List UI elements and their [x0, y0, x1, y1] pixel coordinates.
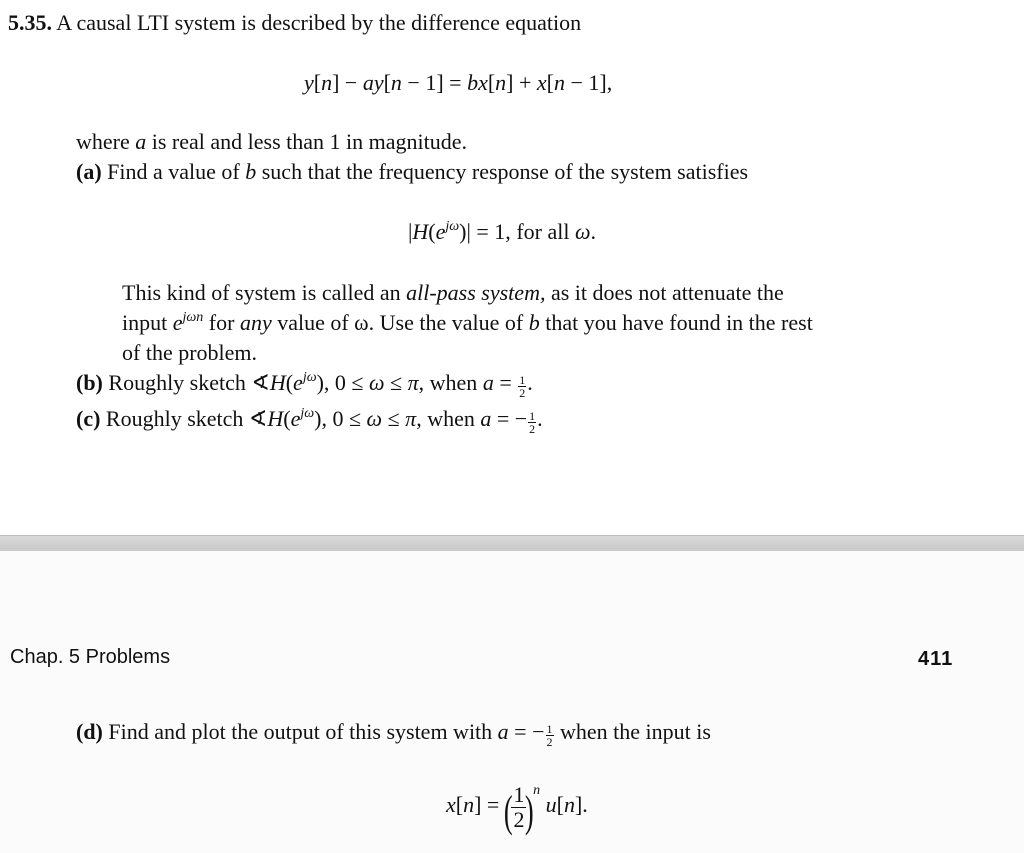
where-text: is real and less than 1 in magnitude. — [151, 129, 468, 154]
part-a-label: (a) — [76, 159, 102, 184]
part-b-text: Roughly sketch — [108, 370, 246, 395]
problem-number: 5.35. — [8, 10, 52, 35]
part-b-label: (b) — [76, 370, 103, 395]
part-d-text: Find and plot the output of this system with — [108, 719, 493, 744]
allpass-line1 — [122, 280, 784, 306]
part-a-text2: such that the frequency response of the system satisfies — [261, 159, 749, 184]
chapter-footer: Chap. 5 Problems — [10, 646, 171, 668]
page-number: 411 — [918, 648, 954, 670]
allpass-term: all-pass system, — [406, 280, 546, 305]
frac-half-c: $\frac{1}{2}$ — [529, 409, 536, 436]
allpass-line2-post: value of ω. Use the value of — [277, 310, 524, 335]
part-a-text: Find a value of — [107, 159, 240, 184]
part-c: (c) Roughly sketch $∢H(e^{j\omega})$, 0 ≤ ω ≤ π, when a = − $\frac{1}{2}$ . — [76, 406, 543, 436]
where-clause: where a is real and less than 1 in magnitude. — [76, 129, 468, 154]
frac-half-b: $\frac{1}{2}$ — [519, 373, 526, 400]
part-b: (b) Roughly sketch $∢H(e^{j\omega})$, 0 ≤ ω ≤ π, when a = $\frac{1}{2}$ . — [76, 370, 533, 400]
part-b-when: when — [429, 370, 478, 395]
part-c-label: (c) — [76, 406, 101, 431]
part-a: (a) Find a value of b such that the frequency response of the system satisfies — [76, 159, 749, 184]
part-d-text2: when the input is — [560, 719, 711, 744]
difference-equation: y[n] − ay[n − 1] = bx[n] + x[n − 1], — [304, 70, 613, 95]
allpass-line1-pre: This kind of system is called an — [122, 280, 401, 305]
problem-statement — [8, 10, 581, 36]
frac-half-d: $\frac{1}{2}$ — [546, 722, 553, 749]
part-d: (d) Find and plot the output of this system with a = − $\frac{1}{2}$ when the input is — [76, 719, 711, 749]
part-c-text: Roughly sketch — [105, 406, 244, 431]
input-equation: x[n] = ( $\frac{1}{2}$ )$^n$ u[n]. — [446, 782, 588, 836]
part-c-when: when — [427, 406, 475, 431]
allpass-line2-mid: for — [208, 310, 235, 335]
allpass-line2: input $e^{j\omega n}$ for any value of ω. Use the value of b that you have found in the rest — [122, 310, 813, 335]
allpass-any: any — [239, 310, 272, 335]
part-d-label: (d) — [76, 719, 103, 744]
for-all-text: for all — [516, 219, 570, 244]
allpass-line2-end: that you have found in the rest — [545, 310, 813, 335]
allpass-line2-pre: input — [122, 310, 168, 335]
problem-intro: A causal LTI system is described by the difference equation — [56, 10, 582, 35]
allpass-line3: of the problem. — [122, 340, 258, 365]
magnitude-equation: $|H(e^{j\omega})| = 1$, for all ω. — [408, 219, 597, 244]
allpass-line1-post: as it does not attenuate the — [550, 280, 784, 305]
